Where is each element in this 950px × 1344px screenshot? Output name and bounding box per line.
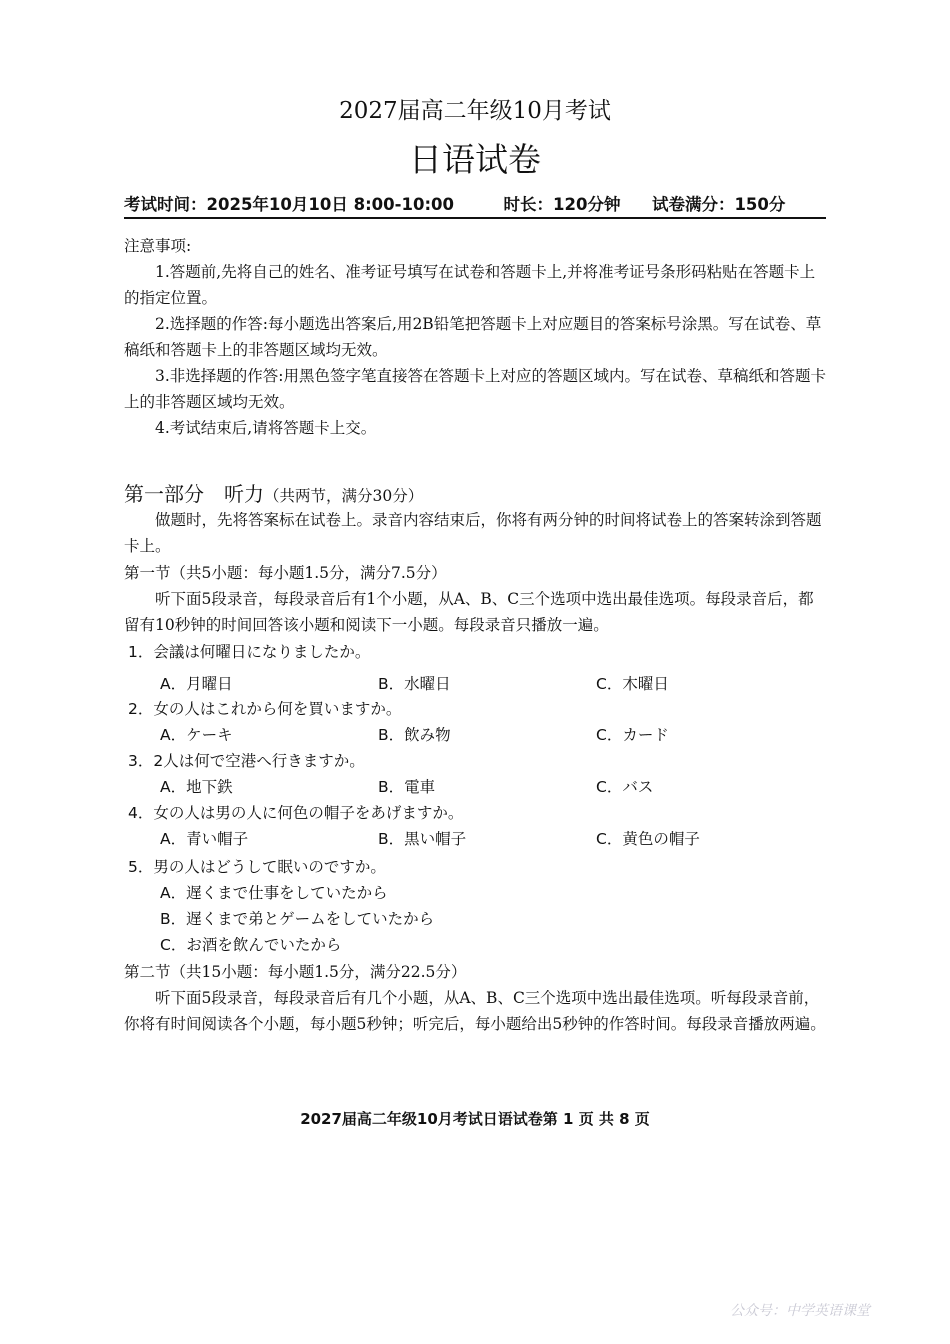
section1-instructions: 听下面5段录音，每段录音后有1个小题，从A、B、C三个选项中选出最佳选项。每段录音后，都留有10秒钟的时间回答该小题和阅读下一小题。每段录音只播放一遍。 [124, 590, 814, 634]
exam-time: 考试时间：2025年10月10日 8:00-10:00 [124, 195, 454, 214]
part1-heading [124, 478, 423, 507]
question-3: 3．2人は何で空港へ行きますか。 [128, 752, 365, 770]
subject-title: 日语试卷 [409, 140, 541, 179]
q5-option-b: B．遅くまで弟とゲームをしていたから [160, 910, 435, 928]
full-score: 试卷满分：150分 [651, 195, 786, 214]
part1-subtitle: （共两节，满分30分） [264, 487, 424, 505]
q4-option-a: A．青い帽子 [160, 830, 249, 848]
q3-option-a: A．地下鉄 [160, 778, 233, 796]
question-5: 5．男の人はどうして眠いのですか。 [128, 858, 386, 876]
q1-option-c: C．木曜日 [596, 675, 669, 693]
question-4: 4．女の人は男の人に何色の帽子をあげますか。 [128, 804, 464, 822]
q3-option-b: B．電車 [378, 778, 436, 796]
exam-title: 2027届高二年级10月考试 [339, 98, 611, 124]
page-footer: 2027届高二年级10月考试日语试卷第 1 页 共 8 页 [300, 1110, 650, 1128]
q1-option-a: A．月曜日 [160, 675, 233, 693]
q2-option-b: B．飲み物 [378, 726, 451, 744]
watermark: 公众号：中学英语课堂 [730, 1303, 870, 1319]
section2-heading: 第二节（共15小题：每小题1.5分，满分22.5分） [124, 963, 467, 981]
q2-option-c: C．カード [596, 726, 669, 744]
q3-option-c: C．バス [596, 778, 654, 796]
notice-item-2: 2.选择题的作答:每小题选出答案后,用2B铅笔把答题卡上对应题目的答案标号涂黑。写在试卷、草稿纸和答题卡上的非答题区域均无效。 [124, 315, 822, 359]
q5-option-c: C．お酒を飲んでいたから [160, 936, 342, 954]
part1-intro: 做题时，先将答案标在试卷上。录音内容结束后，你将有两分钟的时间将试卷上的答案转涂到答题卡上。 [124, 511, 822, 555]
q5-option-a: A．遅くまで仕事をしていたから [160, 884, 388, 902]
question-1: 1．会議は何曜日になりましたか。 [128, 643, 371, 661]
section2-instructions: 听下面5段录音，每段录音后有几个小题，从A、B、C三个选项中选出最佳选项。听每段录音前，你将有时间阅读各个小题，每小题5秒钟；听完后，每小题给出5秒钟的作答时间。每段录音播放两遍。 [124, 989, 826, 1033]
exam-info-line [124, 191, 826, 219]
notice-item-3: 3.非选择题的作答:用黑色签字笔直接答在答题卡上对应的答题区域内。写在试卷、草稿纸和答题卡上的非答题区域均无效。 [124, 367, 827, 411]
notice-heading: 注意事项: [124, 237, 192, 255]
q4-option-c: C．黄色の帽子 [596, 830, 700, 848]
section1-heading: 第一节（共5小题：每小题1.5分，满分7.5分） [124, 564, 447, 582]
q4-option-b: B．黒い帽子 [378, 830, 467, 848]
question-2: 2．女の人はこれから何を買いますか。 [128, 700, 402, 718]
part1-title: 第一部分 听力 [124, 482, 264, 506]
notice-item-1: 1.答题前,先将自己的姓名、准考证号填写在试卷和答题卡上,并将准考证号条形码粘贴在答题卡上的指定位置。 [124, 263, 816, 307]
q1-option-b: B．水曜日 [378, 675, 451, 693]
notice-item-4: 4.考试结束后,请将答题卡上交。 [155, 419, 377, 437]
exam-duration: 时长：120分钟 [503, 195, 621, 214]
q2-option-a: A．ケーキ [160, 726, 233, 744]
